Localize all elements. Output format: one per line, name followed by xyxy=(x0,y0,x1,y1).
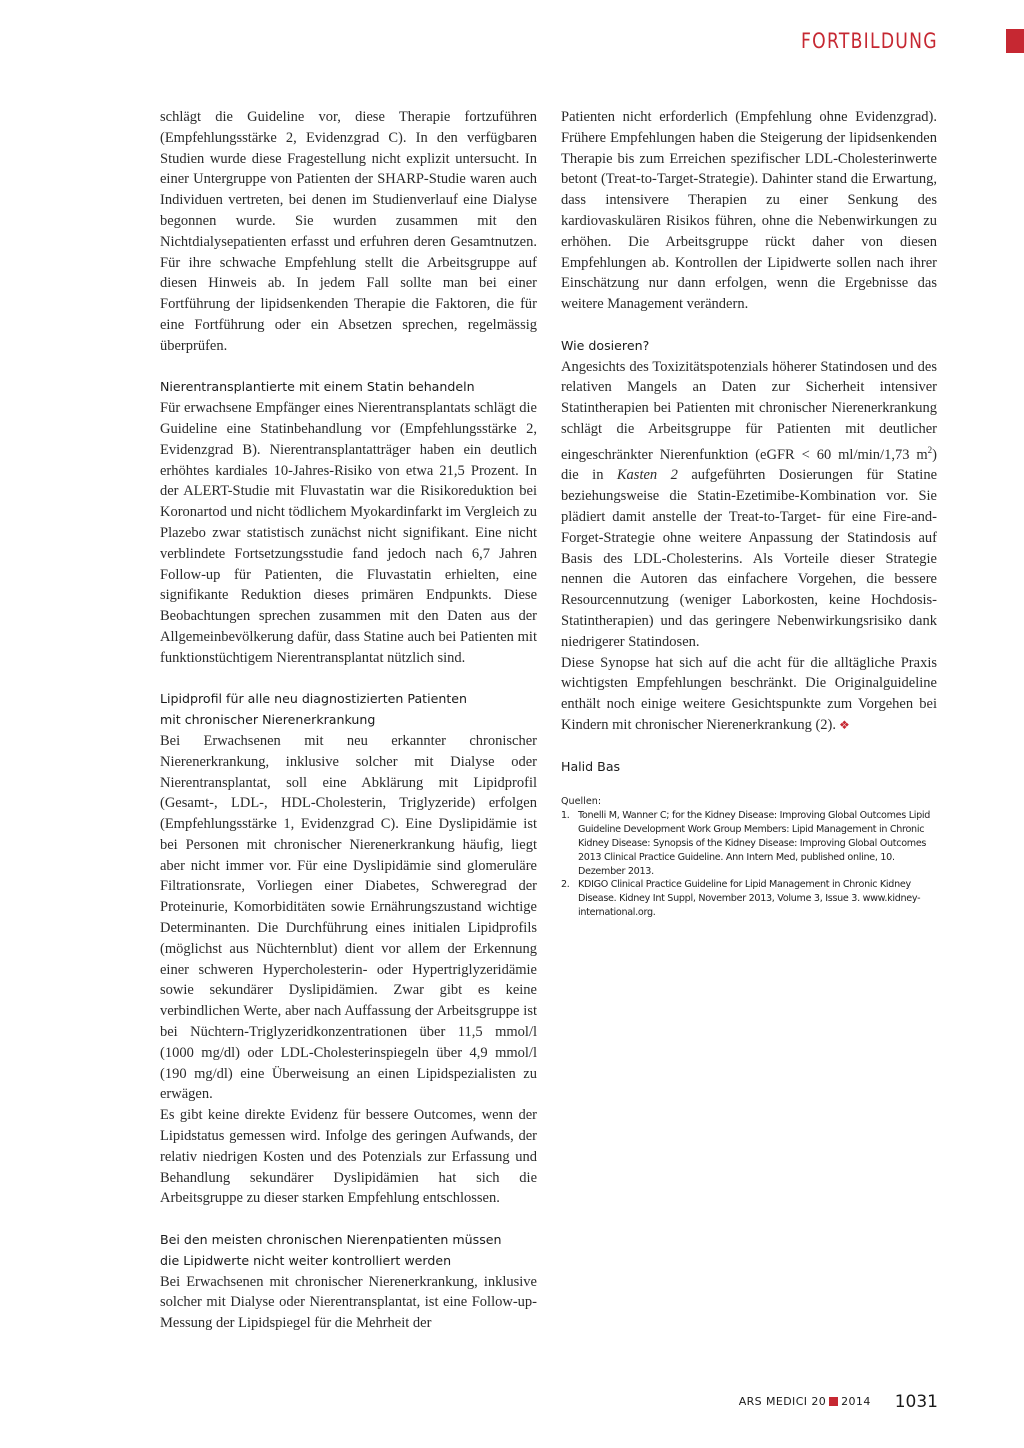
footer-separator xyxy=(829,1397,838,1406)
reference-number: 2. xyxy=(561,879,570,891)
references-list xyxy=(561,809,937,919)
reference-item xyxy=(561,878,937,919)
author-name: Halid Bas xyxy=(561,758,621,774)
reference-text: Tonelli M, Wanner C; for the Kidney Disease: Improving Global Outcomes Lipid Guideline Development Work Group Members: Lipid Management in Chronic Kidney Disease: Synopsis of the Kidney Disease: Improving Global Outcomes 2013 Clinical Practice Guideline. Ann Intern Med, published online, 10. Dezember 2013. xyxy=(578,810,931,877)
section-heading-line: Lipidprofil für alle neu diagnostizierten Patienten xyxy=(160,691,467,707)
text-run: Diese Synopse hat sich auf die acht für die alltägliche Praxis wichtigsten Empfehlungen beschränkt. Die Originalguideline enthält noch einige weitere Gesichtspunkte zum Vorgehen bei Kindern mit chronischer Nierenerkrankung (2). xyxy=(561,654,937,733)
body-paragraph xyxy=(561,653,937,736)
body-paragraph: Patienten nicht erforderlich (Empfehlung ohne Evidenzgrad). Frühere Empfehlungen haben die Steigerung der lipidsenkenden Therapie bis zum Erreichen spezifischer LDL-Cholesterinwerte betont (Treat-to-Target-Strategie). Dahinter stand die Erwartung, dass intensivere Therapien zu einer Senkung des kardiovaskulären Risikos führen, ohne die Nebenwirkungen zu erhöhen. Die Arbeitsgruppe rückt daher von diesen Empfehlungen ab. Kontrollen der Lipidwerte sollen nach ihrer Einschätzung nur dann erfolgen, wenn die Ergebnisse das weitere Management verändern. xyxy=(561,109,937,313)
section-heading: Nierentransplantierte mit einem Statin behandeln xyxy=(160,379,475,395)
page-footer xyxy=(739,1391,938,1412)
text-run: aufgeführten Dosierungen für Statine beziehungsweise die Statin-Ezetimibe-Kombination vor. Sie plädiert damit anstelle der Treat-to-Target- für eine Fire-and-Forget-Strategie ohne weitere Anpassung der Statindosis auf Basis des LDL-Cholesterins. Als Vorteile dieser Strategie nennen die Autoren das einfachere Vorgehen, die bessere Resourcennutzung (weniger Laborkosten, keine Hochdosis-Statintherapien) und das geringere Nebenwirkungsrisiko dank niedrigerer Statindosen. xyxy=(561,467,938,650)
text-run: Angesichts des Toxizitätspotenzials höherer Statindosen und des relativen Mangels an Daten zur Sicherheit intensiver Statintherapien bei Patienten mit chronischer Nierenerkrankung schlägt die Arbeitsgruppe für Patienten mit deutlicher eingeschränkter Nierenfunktion (eGFR < 60 ml/min/1,73 m xyxy=(561,358,937,463)
journal-year: 2014 xyxy=(841,1395,871,1408)
body-paragraph: Bei Erwachsenen mit neu erkannter chronischer Nierenerkrankung, inklusive solcher mit Dialyse oder Nierentransplantat, soll eine Abklärung mit Lipidprofil (Gesamt-, LDL-, HDL-Cholesterin, Triglyzeride) erfolgen (Empfehlungsstärke 1, Evidenzgrad C). Eine Dyslipidämie ist bei Personen mit chronischer Nierenerkrankung häufig, liegt aber nicht immer vor. Für eine Dyslipidämie sind glomeruläre Filtrationsrate, Vorliegen einer Diabetes, Schweregrad der Proteinurie, Komorbiditäten sowie Ernährungszustand wichtige Determinanten. Die Durchführung eines initialen Lipidprofils (möglichst aus Nüchternblut) dient vor allem der Erkennung einer schweren Hypercholesterin- oder Hypertriglyzeridämie sowie sekundärer Dyslipidämien. Zwar gibt es keine verbindlichen Werte, aber nach Auffassung der Arbeitsgruppe ist bei Nüchtern-Triglyzeridkonzentrationen über 11,5 mmol/l (1000 mg/dl) oder LDL-Cholesterinspiegeln über 4,9 mmol/l (190 mg/dl) eine Überweisung an einen Lipidspezialisten zu erwägen. xyxy=(160,732,537,1103)
body-paragraph: Für erwachsene Empfänger eines Nierentransplantats schlägt die Guideline eine Statinbehandlung vor (Empfehlungsstärke 2, Evidenzgrad B). Nierentransplantatträger haben ein deutlich erhöhtes kardiales 10-Jahres-Risiko von etwa 21,5 Prozent. In der ALERT-Studie mit Fluvastatin war die Risikoreduktion bei Koronartod und nicht tödlichem Myokardinfarkt im Vergleich zu Plazebo zwar statistisch zunächst nicht signifikant. Eine nicht verblindete Fortsetzungsstudie fand jedoch nach 6,7 Jahren Follow-up für Patienten, die Fluvastatin erhielten, eine signifikante Reduktion dieses primären Endpunkts. Diese Beobachtungen sprechen zusammen mit den Daten aus der Allgemeinbevölkerung dafür, dass Statine auch bei Patienten mit funktionstüchtigem Nierentransplantat nützlich sind. xyxy=(160,400,537,666)
section-title: FORTBILDUNG xyxy=(801,29,938,53)
section-heading-line: mit chronischer Nierenerkrankung xyxy=(160,712,376,728)
section-heading: Wie dosieren? xyxy=(561,337,650,353)
reference-text: KDIGO Clinical Practice Guideline for Lipid Management in Chronic Kidney Disease. Kidney Int Suppl, November 2013, Volume 3, Issue 3. www.kidney-international.org. xyxy=(578,879,921,918)
superscript: 2 xyxy=(927,444,933,455)
box-reference: Kasten 2 xyxy=(616,467,678,484)
section-marker xyxy=(1006,29,1024,53)
reference-item xyxy=(561,809,937,878)
section-heading-line: Bei den meisten chronischen Nierenpatienten müssen xyxy=(160,1232,502,1248)
body-paragraph: Bei Erwachsenen mit chronischer Nierenerkrankung, inklusive solcher mit Dialyse oder Nierentransplantat, ist eine Follow-up-Messung der Lipidspiegel für die Mehrheit der xyxy=(160,1273,537,1332)
left-column xyxy=(160,107,537,1334)
section-heading-line: die Lipidwerte nicht weiter kontrolliert werden xyxy=(160,1252,452,1268)
right-column xyxy=(561,107,937,920)
body-paragraph xyxy=(561,357,937,653)
body-paragraph: schlägt die Guideline vor, diese Therapie fortzuführen (Empfehlungsstärke 2, Evidenzgrad C). In den verfügbaren Studien wurde diese Fragestellung nicht explizit untersucht. In einer Untergruppe von Patienten der SHARP-Studie waren auch Individuen vertreten, bei denen im Studienverlauf eine Dialyse begonnen wurde. Sie wurden zusammen mit den Nichtdialysepatienten erfasst und erfuhren deren Gesamtnutzen. Für ihre schwache Empfehlung stellt die Arbeitsgruppe auf diesen Hinweis ab. In jedem Fall sollte man bei einer Fortführung der lipidsenkenden Therapie die Faktoren, die für eine Fortführung oder ein Absetzen sprechen, regelmässig überprüfen. xyxy=(160,109,537,354)
page-number: 1031 xyxy=(894,1391,938,1412)
journal-name: ARS MEDICI 20 xyxy=(738,1395,827,1408)
section-heading xyxy=(160,1230,537,1272)
section-heading xyxy=(160,689,537,731)
end-of-article-icon: ❖ xyxy=(839,717,850,732)
references-title: Quellen: xyxy=(561,796,602,808)
body-paragraph: Es gibt keine direkte Evidenz für bessere Outcomes, wenn der Lipidstatus gemessen wird. Infolge des geringen Aufwands, der relativ niedrigen Kosten und des Potenzials zur Erfassung und Behandlung sekundärer Dyslipidämien hat sich die Arbeitsgruppe zu dieser starken Empfehlung entschlossen. xyxy=(160,1107,537,1207)
text-run: ) die in xyxy=(561,446,937,484)
reference-number: 1. xyxy=(561,810,570,822)
